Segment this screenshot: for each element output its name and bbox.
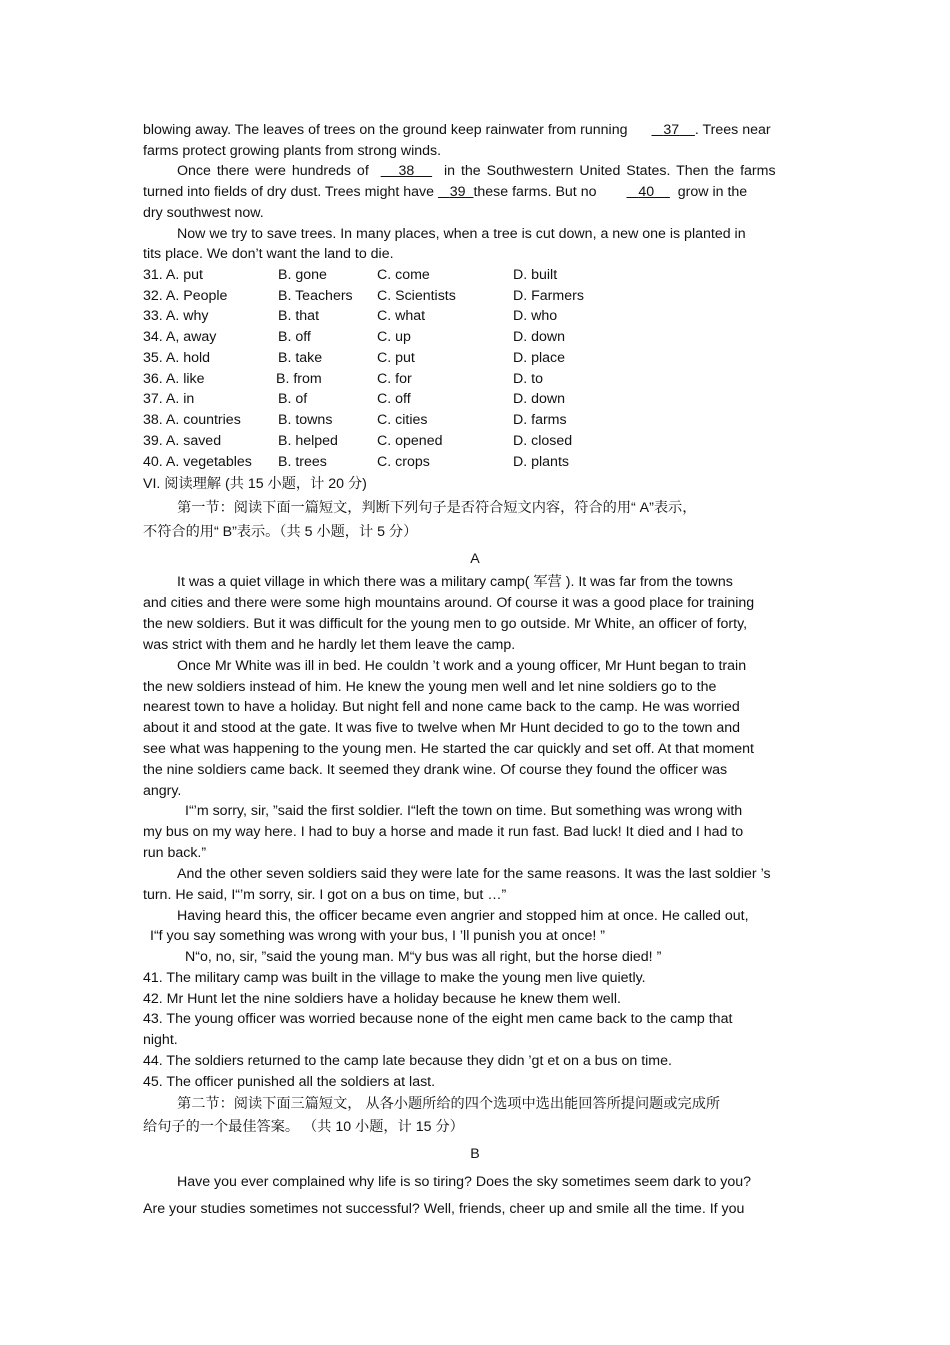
- option-c: C. for: [377, 371, 412, 387]
- option-d: D. built: [513, 267, 558, 283]
- instruction-line: 给句子的一个最佳答案。 （共 10 小题，计 15 分）: [143, 1119, 464, 1135]
- passage-line: and cities and there were some high mountains around. Of course it was a good place for training: [143, 595, 755, 611]
- option-b: B. gone: [278, 267, 327, 283]
- passage-line: about it and stood at the gate. It was five to twelve when Mr Hunt decided to go to the town and: [143, 720, 741, 736]
- option-num: 38. A. countries: [143, 412, 241, 428]
- option-b: B. that: [278, 308, 320, 324]
- blank-39: 39: [449, 184, 466, 200]
- statement-43: 43. The young officer was worried because none of the eight men came back to the camp that: [143, 1011, 733, 1027]
- instruction-line: 不符合的用“ B”表示。（共 5 小题，计 5 分）: [143, 524, 418, 540]
- option-b: B. of: [278, 391, 308, 407]
- passage-line: see what was happening to the young men. He started the car quickly and set off. At that moment: [143, 741, 754, 757]
- option-c: C. put: [377, 350, 415, 366]
- option-d: D. down: [513, 391, 566, 407]
- option-num: 35. A. hold: [143, 350, 211, 366]
- instruction-line: 第二节：阅读下面三篇短文， 从各小题所给的四个选项中选出能回答所提问题或完成所: [177, 1096, 721, 1112]
- passage-line: dry southwest now.: [143, 205, 264, 221]
- option-c: C. come: [377, 267, 430, 283]
- passage-line: Having heard this, the officer became even angrier and stopped him at once. He called out,: [177, 908, 749, 924]
- passage-label-b: B: [470, 1146, 480, 1162]
- passage-line: farms protect growing plants from strong winds.: [143, 143, 442, 159]
- blank-38: 38: [398, 163, 415, 179]
- passage-line: the nine soldiers came back. It seemed they drank wine. Of course they found the officer was: [143, 762, 728, 778]
- passage-line: Are your studies sometimes not successful? Well, friends, cheer up and smile all the time. If you: [143, 1201, 745, 1217]
- option-c: C. up: [377, 329, 411, 345]
- option-c: C. Scientists: [377, 288, 456, 304]
- statement-44: 44. The soldiers returned to the camp late because they didn ’gt et on a bus on time.: [143, 1053, 672, 1069]
- passage-line: turned into fields of dry dust. Trees might have 39 these farms. But no 40 grow in the: [143, 184, 748, 200]
- option-d: D. down: [513, 329, 566, 345]
- option-b: B. trees: [278, 454, 327, 470]
- option-c: C. opened: [377, 433, 443, 449]
- passage-line: Once Mr White was ill in bed. He couldn ’t work and a young officer, Mr Hunt began to train: [177, 658, 747, 674]
- passage-line: blowing away. The leaves of trees on the ground keep rainwater from running 37 . Trees near: [143, 122, 771, 138]
- option-c: C. cities: [377, 412, 428, 428]
- option-num: 33. A. why: [143, 308, 209, 324]
- option-c: C. crops: [377, 454, 430, 470]
- option-b: B. from: [276, 371, 322, 387]
- passage-line: run back.”: [143, 845, 207, 861]
- option-c: C. off: [377, 391, 411, 407]
- statement-45: 45. The officer punished all the soldiers at last.: [143, 1074, 436, 1090]
- passage-line: Now we try to save trees. In many places, when a tree is cut down, a new one is planted in: [177, 226, 746, 242]
- passage-label-a: A: [470, 551, 480, 567]
- option-d: D. closed: [513, 433, 573, 449]
- section-heading: VI. 阅读理解 (共 15 小题，计 20 分): [143, 476, 367, 492]
- blank-37: 37: [663, 122, 680, 138]
- passage-line: And the other seven soldiers said they were late for the same reasons. It was the last soldier ’s: [177, 866, 771, 882]
- passage-line: my bus on my way here. I had to buy a horse and made it run fast. Bad luck! It died and I had to: [143, 824, 744, 840]
- passage-line: I“f you say something was wrong with your bus, I ’ll punish you at once! ”: [150, 928, 606, 944]
- passage-line: tits place. We don’t want the land to die.: [143, 246, 394, 262]
- option-num: 40. A. vegetables: [143, 454, 252, 470]
- option-b: B. towns: [278, 412, 333, 428]
- option-c: C. what: [377, 308, 426, 324]
- option-b: B. helped: [278, 433, 338, 449]
- option-num: 34. A, away: [143, 329, 217, 345]
- statement-43-cont: night.: [143, 1032, 178, 1048]
- passage-line: nearest town to have a holiday. But night fell and none came back to the camp. He was worried: [143, 699, 740, 715]
- option-num: 36. A. like: [143, 371, 205, 387]
- option-d: D. who: [513, 308, 558, 324]
- passage-line: Once there were hundreds of 38 in the Southwestern United States. Then the farms: [177, 163, 776, 179]
- option-d: D. to: [513, 371, 543, 387]
- option-num: 31. A. put: [143, 267, 203, 283]
- option-num: 37. A. in: [143, 391, 195, 407]
- passage-line: the new soldiers. But it was difficult for the young men to go outside. Mr White, an officer of forty,: [143, 616, 748, 632]
- passage-line: I“’m sorry, sir, ”said the first soldier. I“left the town on time. But something was wrong with: [185, 803, 743, 819]
- passage-line: It was a quiet village in which there was a military camp( 军营 ). It was far from the towns: [177, 574, 733, 590]
- blank-40: 40: [638, 184, 655, 200]
- option-b: B. Teachers: [278, 288, 353, 304]
- option-b: B. off: [278, 329, 311, 345]
- passage-line: angry.: [143, 783, 182, 799]
- option-d: D. place: [513, 350, 566, 366]
- option-d: D. farms: [513, 412, 567, 428]
- option-num: 39. A. saved: [143, 433, 222, 449]
- option-b: B. take: [278, 350, 323, 366]
- statement-42: 42. Mr Hunt let the nine soldiers have a holiday because he knew them well.: [143, 991, 621, 1007]
- option-num: 32. A. People: [143, 288, 228, 304]
- passage-line: N“o, no, sir, ”said the young man. M“y bus was all right, but the horse died! ”: [185, 949, 662, 965]
- statement-41: 41. The military camp was built in the village to make the young men live quietly.: [143, 970, 646, 986]
- passage-line: the new soldiers instead of him. He knew the young men well and let nine soldiers go to the: [143, 679, 717, 695]
- option-d: D. Farmers: [513, 288, 584, 304]
- instruction-line: 第一节：阅读下面一篇短文，判断下列句子是否符合短文内容，符合的用“ A”表示，: [177, 500, 697, 516]
- option-d: D. plants: [513, 454, 569, 470]
- passage-line: turn. He said, I“’m sorry, sir. I got on a bus on time, but …”: [143, 887, 507, 903]
- passage-line: was strict with them and he hardly let them leave the camp.: [143, 637, 516, 653]
- passage-line: Have you ever complained why life is so tiring? Does the sky sometimes seem dark to you?: [177, 1174, 752, 1190]
